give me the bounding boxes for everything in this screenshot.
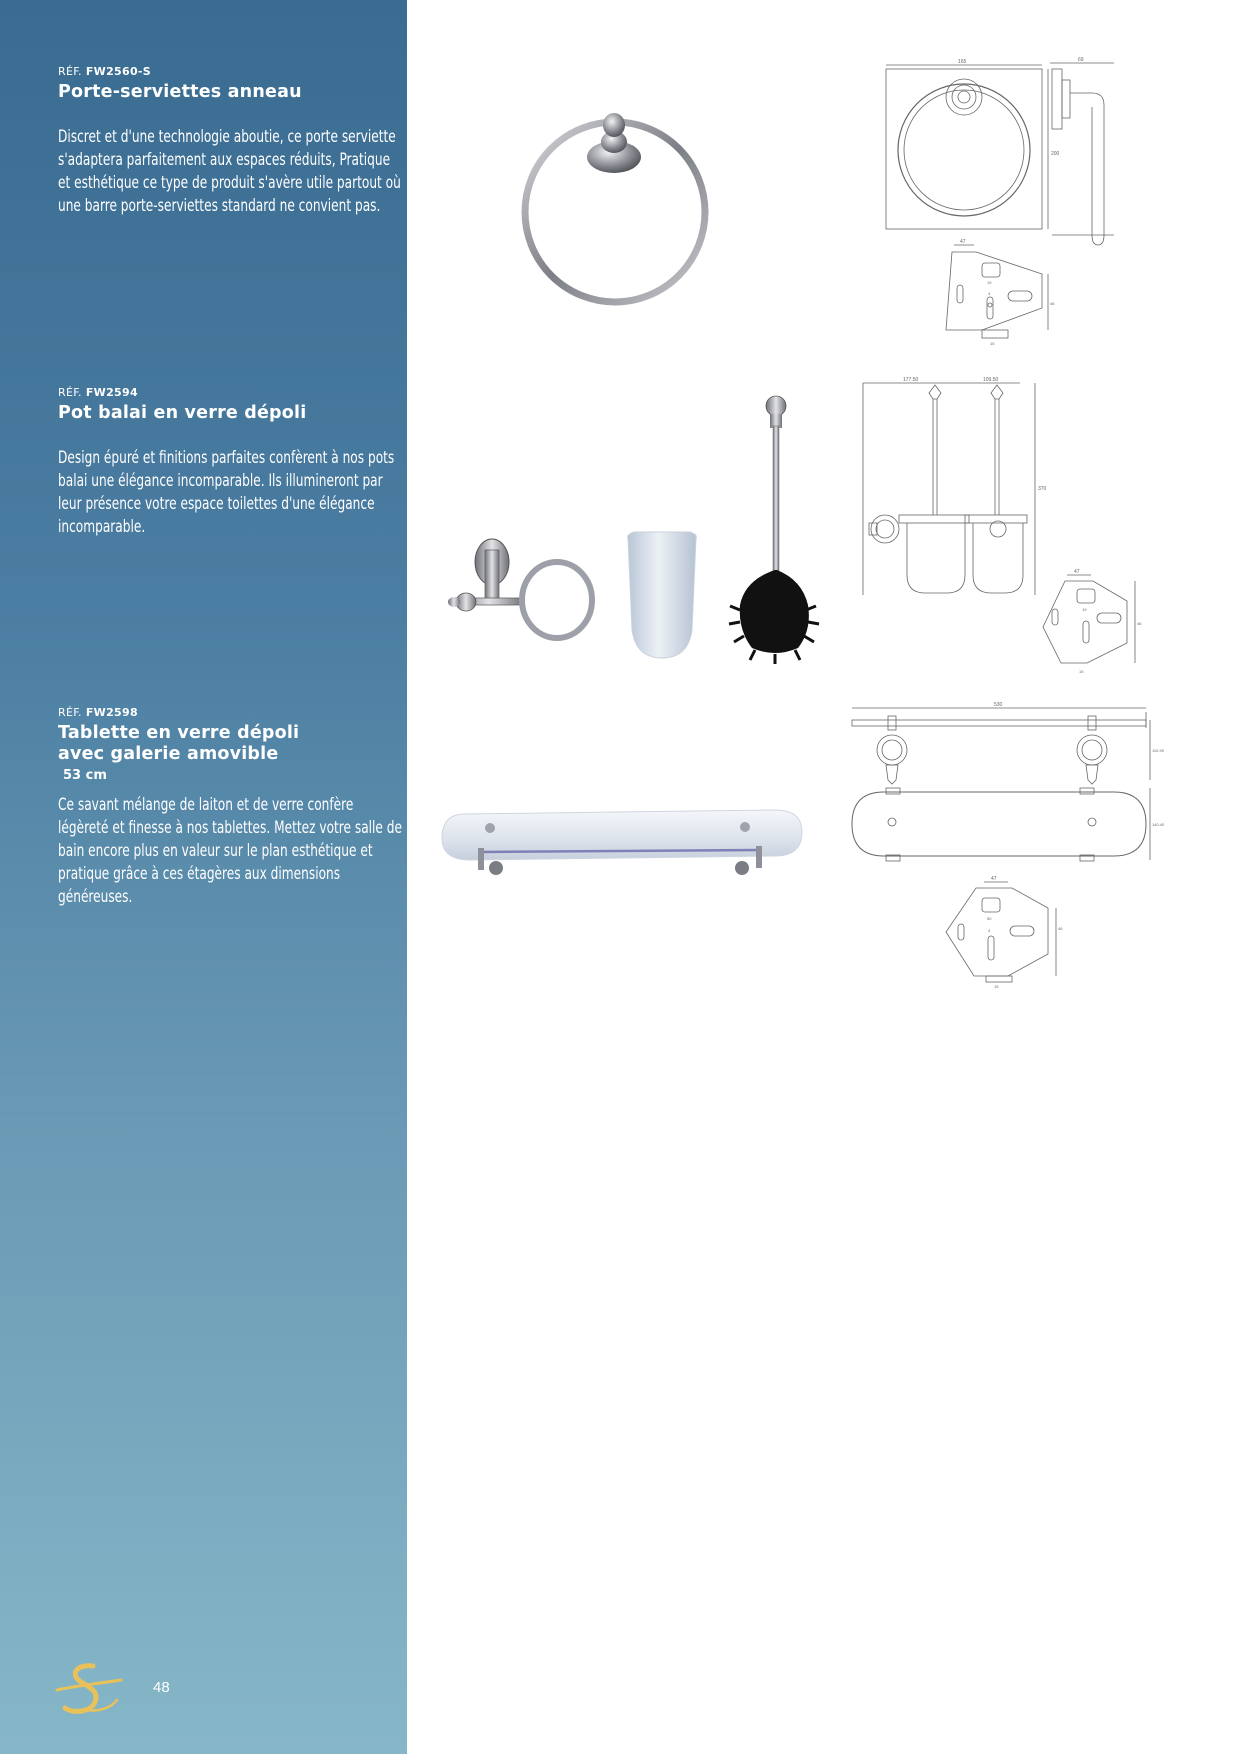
ref-prefix: RÉF.: [58, 65, 82, 78]
dim-base-width: 47: [960, 239, 966, 245]
dim-shelf-height: 110.90: [1152, 748, 1164, 753]
dim-base-height: 46: [1050, 301, 1055, 306]
toilet-brush-drawing: [855, 375, 1145, 675]
dim-brush-width-a: 177.50: [903, 377, 919, 383]
ref-prefix: RÉF.: [58, 386, 82, 399]
product-description: Discret et d'une technologie aboutie, ce porte serviette s'adaptera parfaitement aux espaces réduits, Pratique et esthétique ce type de produit s'avère utile partout où une barre porte-serviettes standard ne convient pas.: [58, 127, 401, 215]
dim-brush-width-b: 109.50: [983, 377, 999, 383]
dim-shelf-base-width: 47: [991, 876, 997, 882]
ref-code: FW2594: [85, 386, 138, 399]
ref-prefix: RÉF.: [58, 706, 82, 719]
dim-brush-base-inner: 19: [1082, 607, 1087, 612]
glass-shelf-photo: [440, 800, 805, 885]
product-fw2594: [58, 386, 403, 538]
product-fw2560: [58, 65, 403, 217]
brand-logo-icon: [55, 1660, 125, 1720]
ref-code: FW2598: [85, 706, 138, 719]
product-ref: [58, 65, 403, 78]
dim-shelf-base-height: 46: [1058, 926, 1063, 931]
dim-shelf-base-bottom: 15: [994, 984, 999, 989]
dim-base-small: 4: [988, 291, 991, 296]
dim-brush-base-height: 46: [1137, 621, 1142, 626]
dim-shelf-width: 530: [994, 702, 1003, 708]
towel-ring-drawing: [870, 55, 1115, 345]
product-fw2598: [58, 706, 403, 908]
toilet-brush-photo: [440, 390, 820, 665]
dim-shelf-base-small: 4: [988, 928, 991, 933]
dim-ring-height: 200: [1051, 151, 1060, 157]
product-size: 53 cm: [63, 768, 107, 783]
glass-shelf-drawing: [850, 700, 1165, 990]
dim-shelf-depth: 140.40: [1152, 822, 1165, 827]
ref-code: FW2560-S: [85, 65, 152, 78]
product-description: Design épuré et finitions parfaites confèrent à nos pots balai une élégance incomparable. Ils illumineront par leur présence votre espace toilettes d'une élégance incomparable.: [58, 448, 395, 536]
dim-brush-base-width: 47: [1074, 569, 1080, 575]
dim-base-bottom: 15: [990, 341, 995, 346]
page-number: 48: [153, 1679, 170, 1696]
product-description: Ce savant mélange de laiton et de verre confère légèreté et finesse à nos tablettes. Mettez votre salle de bain encore plus en valeur sur le plan esthétique et pratique grâce à ces étagères aux dimensions généreuses.: [58, 795, 403, 906]
dim-ring-width: 165: [958, 59, 967, 65]
dim-ring-depth: 69: [1078, 57, 1084, 63]
dim-base-inner: 19: [987, 280, 992, 285]
product-title: Pot balai en verre dépoli: [58, 403, 307, 423]
product-title: Tablette en verre dépoli avec galerie amovible: [58, 723, 300, 764]
dim-brush-base-bottom: 15: [1079, 669, 1084, 674]
towel-ring-photo: [510, 100, 730, 315]
product-ref: [58, 386, 403, 399]
product-ref: [58, 706, 403, 719]
dim-brush-height: 370: [1038, 486, 1047, 492]
product-title: Porte-serviettes anneau: [58, 82, 302, 102]
dim-shelf-base-inner: 50: [987, 916, 992, 921]
